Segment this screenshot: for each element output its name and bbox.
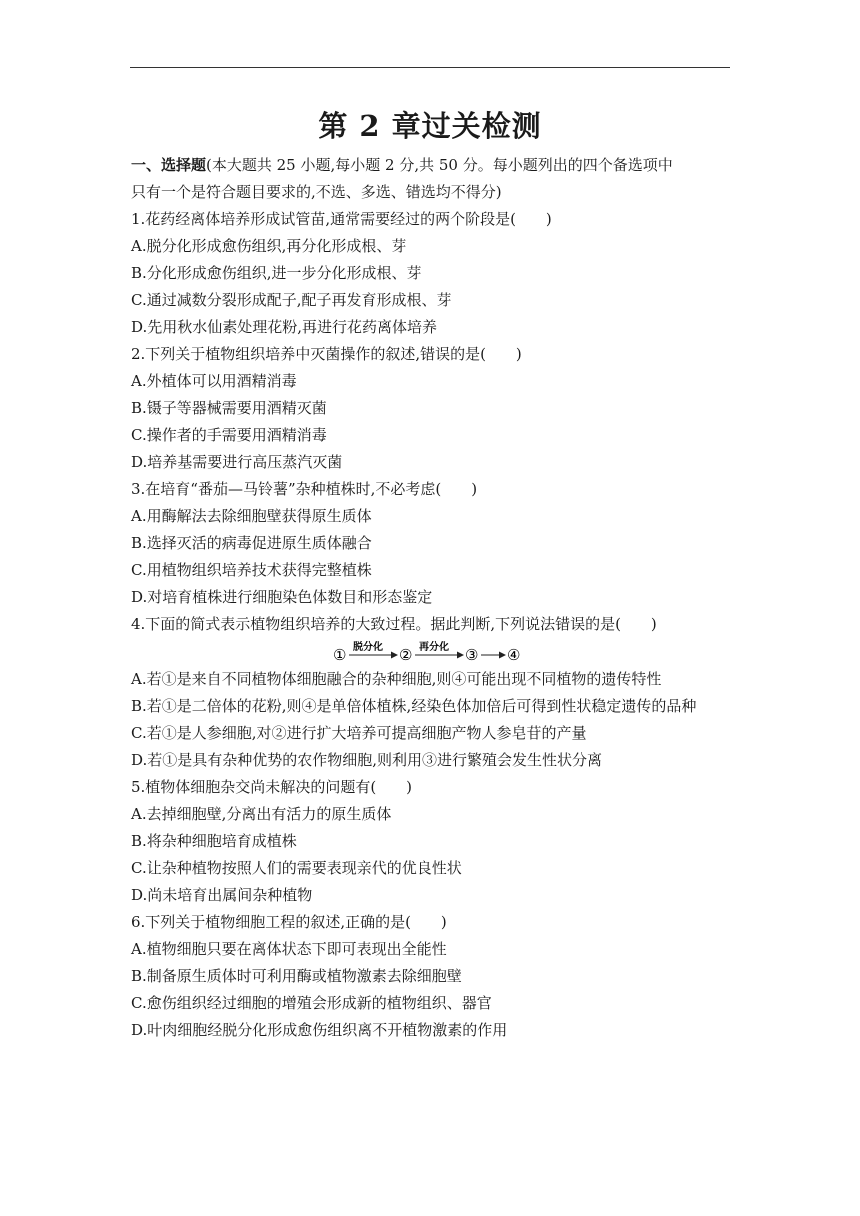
option: A.用酶解法去除细胞壁获得原生质体	[131, 507, 372, 525]
section-header	[131, 152, 735, 179]
section-lead: 一、选择题	[131, 156, 207, 174]
option: D.叶肉细胞经脱分化形成愈伤组织离不开植物激素的作用	[131, 1021, 508, 1039]
question-stem: 5.植物体细胞杂交尚未解决的问题有( )	[131, 778, 413, 796]
diagram-arrow-label: 脱分化	[353, 642, 383, 653]
option: D.尚未培育出属间杂种植物	[131, 886, 313, 904]
option: C.操作者的手需要用酒精消毒	[131, 426, 327, 444]
option: C.若①是人参细胞,对②进行扩大培养可提高细胞产物人参皂苷的产量	[131, 724, 587, 742]
option: B.将杂种细胞培育成植株	[131, 832, 297, 850]
option: A.外植体可以用酒精消毒	[131, 372, 297, 390]
question-stem: 2.下列关于植物组织培养中灭菌操作的叙述,错误的是( )	[131, 345, 522, 363]
option: C.用植物组织培养技术获得完整植株	[131, 561, 372, 579]
option: A.脱分化形成愈伤组织,再分化形成根、芽	[131, 237, 407, 255]
diagram-node: ①	[333, 646, 347, 664]
option: A.植物细胞只要在离体状态下即可表现出全能性	[131, 940, 447, 958]
section-instructions-cont: 只有一个是符合题目要求的,不选、多选、错选均不得分)	[131, 183, 502, 201]
process-diagram-svg	[331, 638, 531, 666]
option: D.先用秋水仙素处理花粉,再进行花药离体培养	[131, 318, 438, 336]
diagram-node: ④	[507, 646, 521, 664]
option: D.若①是具有杂种优势的农作物细胞,则利用③进行繁殖会发生性状分离	[131, 751, 603, 769]
question-stem: 3.在培育“番茄—马铃薯”杂种植株时,不必考虑( )	[131, 480, 478, 498]
diagram-node: ③	[465, 646, 479, 664]
diagram-node: ②	[399, 646, 413, 664]
question-stem: 6.下列关于植物细胞工程的叙述,正确的是( )	[131, 913, 447, 931]
option: B.若①是二倍体的花粉,则④是单倍体植株,经染色体加倍后可得到性状稳定遗传的品种	[131, 697, 697, 715]
option: D.对培育植株进行细胞染色体数目和形态鉴定	[131, 588, 433, 606]
diagram-arrow-label: 再分化	[419, 642, 449, 653]
option: B.选择灭活的病毒促进原生质体融合	[131, 534, 372, 552]
question-stem: 1.花药经离体培养形成试管苗,通常需要经过的两个阶段是( )	[131, 210, 552, 228]
option: B.分化形成愈伤组织,进一步分化形成根、芽	[131, 264, 422, 282]
process-diagram	[131, 638, 735, 666]
header-rule	[130, 67, 730, 68]
option: A.若①是来自不同植物体细胞融合的杂种细胞,则④可能出现不同植物的遗传特性	[131, 670, 662, 688]
section-instructions: (本大题共 25 小题,每小题 2 分,共 50 分。每小题列出的四个备选项中	[206, 156, 673, 174]
option: B.镊子等器械需要用酒精灭菌	[131, 399, 327, 417]
option: C.通过减数分裂形成配子,配子再发育形成根、芽	[131, 291, 452, 309]
document-body	[131, 152, 735, 1044]
option: D.培养基需要进行高压蒸汽灭菌	[131, 453, 343, 471]
page-title: 第 2 章过关检测	[318, 109, 542, 143]
option: C.让杂种植物按照人们的需要表现亲代的优良性状	[131, 859, 462, 877]
question-stem: 4.下面的简式表示植物组织培养的大致过程。据此判断,下列说法错误的是( )	[131, 615, 657, 633]
option: B.制备原生质体时可利用酶或植物激素去除细胞壁	[131, 967, 462, 985]
option: C.愈伤组织经过细胞的增殖会形成新的植物组织、器官	[131, 994, 492, 1012]
option: A.去掉细胞壁,分离出有活力的原生质体	[131, 805, 392, 823]
